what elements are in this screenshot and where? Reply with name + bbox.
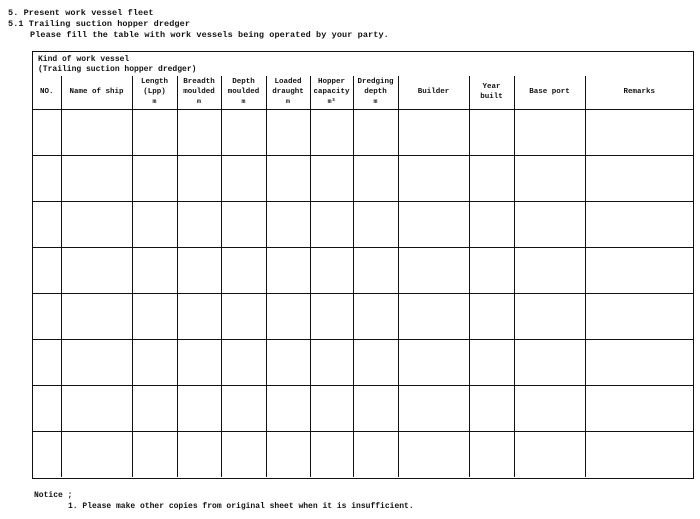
table-cell[interactable] <box>61 248 132 294</box>
table-cell[interactable] <box>177 202 221 248</box>
table-cell[interactable] <box>514 294 585 340</box>
column-header-label: Remarks <box>623 87 655 96</box>
table-cell[interactable] <box>221 202 266 248</box>
column-unit: m <box>373 98 378 106</box>
table-cell[interactable] <box>310 110 353 156</box>
table-cell[interactable] <box>353 156 398 202</box>
column-unit: m <box>286 98 290 106</box>
table-cell[interactable] <box>398 432 469 478</box>
notice-item-1: 1. Please make other copies from original sheet when it is insufficient. <box>68 502 414 511</box>
table-cell[interactable] <box>221 432 266 478</box>
column-header <box>132 76 177 110</box>
table-cell[interactable] <box>221 156 266 202</box>
column-header <box>469 76 514 110</box>
table-cell[interactable] <box>61 340 132 386</box>
table-cell[interactable] <box>353 110 398 156</box>
kind-label: Kind of work vessel <box>38 55 130 64</box>
table-cell[interactable] <box>266 202 310 248</box>
table-cell[interactable] <box>310 248 353 294</box>
table-cell[interactable] <box>514 432 585 478</box>
kind-value: (Trailing suction hopper dredger) <box>38 65 197 74</box>
table-cell[interactable] <box>61 156 132 202</box>
section-title: 5. Present work vessel fleet <box>8 8 154 18</box>
table-cell[interactable] <box>310 294 353 340</box>
table-cell[interactable] <box>177 340 221 386</box>
table-cell[interactable] <box>177 432 221 478</box>
table-row <box>33 248 693 294</box>
table-cell[interactable] <box>585 386 693 432</box>
table-cell[interactable] <box>398 248 469 294</box>
table-cell[interactable] <box>266 248 310 294</box>
table-cell[interactable] <box>469 202 514 248</box>
table-cell[interactable] <box>61 386 132 432</box>
column-unit: m³ <box>327 98 336 106</box>
table-cell[interactable] <box>132 202 177 248</box>
table-cell[interactable] <box>33 386 61 432</box>
column-header <box>398 76 469 110</box>
table-cell[interactable] <box>132 432 177 478</box>
table-cell[interactable] <box>514 386 585 432</box>
table-cell[interactable] <box>469 294 514 340</box>
table-cell[interactable] <box>310 202 353 248</box>
table-cell[interactable] <box>398 202 469 248</box>
kind-of-vessel-label <box>38 55 196 75</box>
table-row <box>33 294 693 340</box>
table-cell[interactable] <box>132 294 177 340</box>
table-cell[interactable] <box>398 294 469 340</box>
column-header <box>177 76 221 110</box>
column-unit: m <box>152 98 157 106</box>
table-cell[interactable] <box>132 248 177 294</box>
table-cell[interactable] <box>177 248 221 294</box>
table-cell[interactable] <box>221 248 266 294</box>
column-header-label: Dredging depth <box>357 78 394 96</box>
table-cell[interactable] <box>585 248 693 294</box>
subsection-title: 5.1 Trailing suction hopper dredger <box>8 19 191 29</box>
table-cell[interactable] <box>132 156 177 202</box>
table-cell[interactable] <box>266 386 310 432</box>
table-cell[interactable] <box>353 202 398 248</box>
table-cell[interactable] <box>266 340 310 386</box>
table-cell[interactable] <box>469 156 514 202</box>
table-cell[interactable] <box>33 432 61 478</box>
table-cell[interactable] <box>132 386 177 432</box>
table-cell[interactable] <box>514 340 585 386</box>
column-header-label: Depth moulded <box>227 78 260 96</box>
column-header-label: Name of ship <box>69 87 124 96</box>
table-cell[interactable] <box>266 432 310 478</box>
notice-title: Notice ; <box>34 491 73 500</box>
table-cell[interactable] <box>266 110 310 156</box>
table-cell[interactable] <box>585 294 693 340</box>
table-cell[interactable] <box>221 386 266 432</box>
column-header-label: NO. <box>39 87 54 96</box>
table-cell[interactable] <box>469 110 514 156</box>
column-header <box>61 76 132 110</box>
column-unit: m <box>241 98 246 106</box>
table-cell[interactable] <box>514 110 585 156</box>
table-cell[interactable] <box>310 340 353 386</box>
column-header-label: Base port <box>529 87 570 96</box>
column-header-label: Loaded draught <box>272 78 304 96</box>
table-cell[interactable] <box>177 386 221 432</box>
table-cell[interactable] <box>266 294 310 340</box>
table-cell[interactable] <box>514 202 585 248</box>
column-header-label: Length (Lpp) <box>140 78 168 96</box>
table-cell[interactable] <box>33 202 61 248</box>
column-header <box>585 76 693 110</box>
column-header <box>266 76 310 110</box>
table-cell[interactable] <box>514 156 585 202</box>
table-cell[interactable] <box>266 156 310 202</box>
table-cell[interactable] <box>177 156 221 202</box>
table-cell[interactable] <box>469 340 514 386</box>
table-cell[interactable] <box>514 248 585 294</box>
table-cell[interactable] <box>398 386 469 432</box>
table-header-row <box>33 76 693 110</box>
table-cell[interactable] <box>33 340 61 386</box>
column-header <box>310 76 353 110</box>
table-cell[interactable] <box>132 110 177 156</box>
table-cell[interactable] <box>353 432 398 478</box>
table-cell[interactable] <box>132 340 177 386</box>
table-body <box>33 110 693 478</box>
table-cell[interactable] <box>177 110 221 156</box>
table-cell[interactable] <box>469 248 514 294</box>
table-cell[interactable] <box>585 110 693 156</box>
column-header-label: Builder <box>417 87 450 96</box>
column-header <box>353 76 398 110</box>
table-cell[interactable] <box>585 432 693 478</box>
table-cell[interactable] <box>221 110 266 156</box>
table-row <box>33 340 693 386</box>
table-row <box>33 432 693 478</box>
table-cell[interactable] <box>353 340 398 386</box>
column-header <box>514 76 585 110</box>
table-cell[interactable] <box>61 432 132 478</box>
table-cell[interactable] <box>353 248 398 294</box>
table-cell[interactable] <box>585 156 693 202</box>
instruction-text: Please fill the table with work vessels being operated by your party. <box>30 30 389 40</box>
table-cell[interactable] <box>221 294 266 340</box>
table-cell[interactable] <box>61 110 132 156</box>
column-unit: m <box>197 98 201 106</box>
table-cell[interactable] <box>353 386 398 432</box>
table-cell[interactable] <box>398 110 469 156</box>
table-cell[interactable] <box>33 110 61 156</box>
table-cell[interactable] <box>398 156 469 202</box>
table-row <box>33 110 693 156</box>
table-cell[interactable] <box>177 294 221 340</box>
table-cell[interactable] <box>221 340 266 386</box>
table-cell[interactable] <box>469 386 514 432</box>
table-cell[interactable] <box>33 294 61 340</box>
table-cell[interactable] <box>310 156 353 202</box>
table-cell[interactable] <box>61 294 132 340</box>
column-header-label: Breadth moulded <box>183 78 215 96</box>
table-cell[interactable] <box>33 156 61 202</box>
table-cell[interactable] <box>310 386 353 432</box>
table-cell[interactable] <box>310 432 353 478</box>
table-row <box>33 202 693 248</box>
table-cell[interactable] <box>398 340 469 386</box>
table-cell[interactable] <box>61 202 132 248</box>
table-cell[interactable] <box>585 340 693 386</box>
table-cell[interactable] <box>585 202 693 248</box>
column-header <box>221 76 266 110</box>
column-header-label: Hopper capacity <box>313 78 350 96</box>
column-header <box>33 76 61 110</box>
table-cell[interactable] <box>353 294 398 340</box>
table-cell[interactable] <box>33 248 61 294</box>
vessel-table <box>33 76 693 477</box>
table-row <box>33 156 693 202</box>
table-cell[interactable] <box>469 432 514 478</box>
vessel-table-frame <box>32 51 694 479</box>
column-header-label: Year built <box>480 83 503 101</box>
table-row <box>33 386 693 432</box>
